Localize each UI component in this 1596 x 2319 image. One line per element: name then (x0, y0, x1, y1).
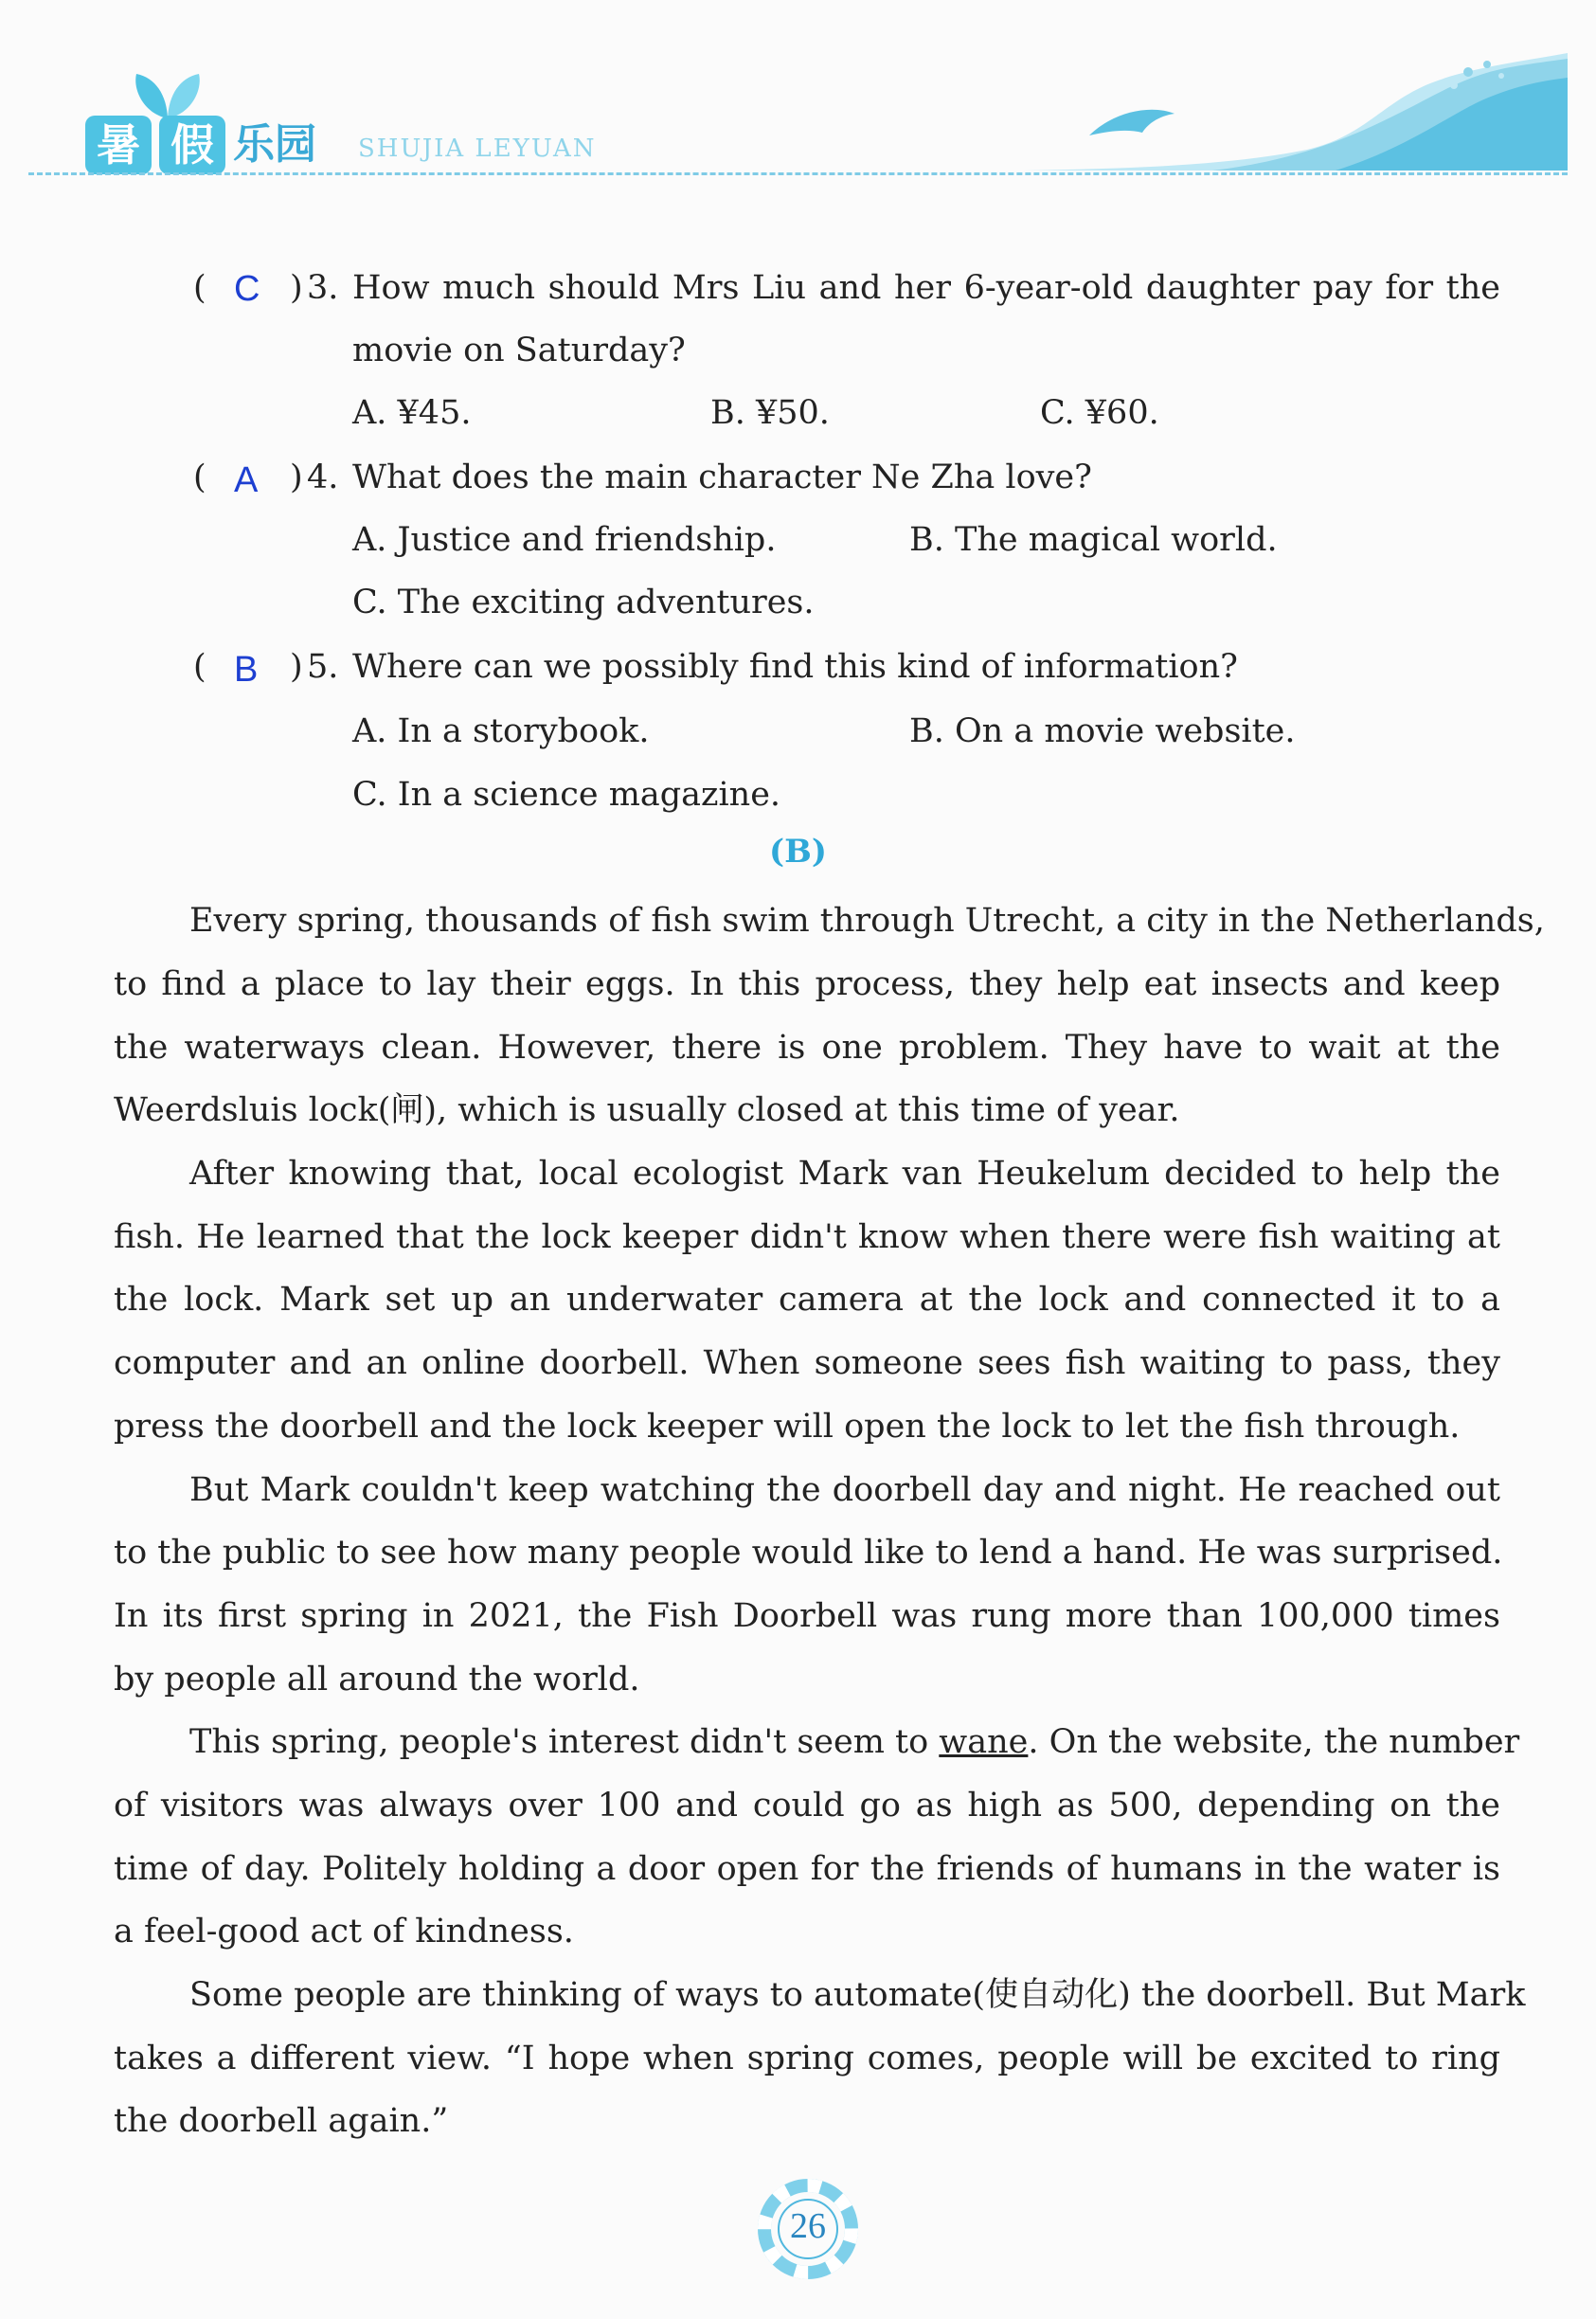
passage-line: the lock. Mark set up an underwater camera at the lock and connected it to a (114, 1281, 1500, 1319)
header-divider (28, 172, 1568, 175)
passage-line: Some people are thinking of ways to automate(使自动化) the doorbell. But Mark (189, 1976, 1526, 2014)
answer-4: A (234, 460, 259, 500)
passage-text: This spring, people's interest didn't seem to (189, 1723, 940, 1761)
question-5-option-a: A. In a storybook. (352, 712, 650, 750)
page-number-badge (756, 2177, 860, 2281)
question-number-4: 4. (307, 458, 339, 496)
question-4-option-c: C. The exciting adventures. (352, 584, 815, 621)
passage-line: But Mark couldn't keep watching the doorbell day and night. He reached out (189, 1471, 1500, 1509)
passage-text: . On the website, the number (1028, 1723, 1520, 1761)
answer-paren-right: ) (290, 269, 303, 307)
answer-3: C (234, 269, 260, 309)
passage-line: of visitors was always over 100 and could go as high as 500, depending on the (114, 1787, 1500, 1825)
answer-paren-left: ( (193, 269, 206, 307)
passage-line: computer and an online doorbell. When someone sees fish waiting to pass, they (114, 1344, 1500, 1382)
passage-line: fish. He learned that the lock keeper didn't know when there were fish waiting at (114, 1218, 1500, 1256)
logo-tail: 乐园 (233, 120, 316, 169)
passage-line: to the public to see how many people would like to lend a hand. He was surprised. (114, 1534, 1503, 1572)
passage-line: the waterways clean. However, there is one problem. They have to wait at the (114, 1029, 1500, 1067)
wave-dolphin-decoration-icon (1023, 45, 1572, 178)
answer-paren-right: ) (290, 458, 303, 496)
question-number-5: 5. (307, 648, 339, 686)
page-number: 26 (790, 2206, 826, 2246)
passage-line (189, 1719, 1519, 1765)
passage-line: press the doorbell and the lock keeper will open the lock to let the fish through. (114, 1408, 1461, 1446)
passage-line: by people all around the world. (114, 1661, 640, 1699)
answer-paren-left: ( (193, 458, 206, 496)
logo-char-1: 暑 (85, 116, 152, 174)
leaf-icon (125, 66, 210, 123)
question-5-stem: Where can we possibly find this kind of information? (352, 648, 1238, 686)
passage-line: Every spring, thousands of fish swim through Utrecht, a city in the Netherlands, (189, 902, 1545, 940)
page-header (0, 0, 1596, 189)
passage-line: In its first spring in 2021, the Fish Doorbell was rung more than 100,000 times (114, 1597, 1500, 1635)
question-5-option-b: B. On a movie website. (909, 712, 1296, 750)
section-title: (B) (769, 833, 827, 871)
question-3-option-b: B. ¥50. (710, 394, 830, 432)
passage-line: the doorbell again.” (114, 2102, 449, 2140)
passage-line: Weerdsluis lock(闸), which is usually closed at this time of year. (114, 1091, 1180, 1129)
question-4-stem: What does the main character Ne Zha love? (352, 458, 1092, 496)
passage-line: time of day. Politely holding a door open for the friends of humans in the water is (114, 1850, 1500, 1888)
question-4-option-b: B. The magical world. (909, 521, 1278, 559)
passage-line: takes a different view. “I hope when spring comes, people will be excited to ring (114, 2040, 1500, 2077)
question-number-3: 3. (307, 269, 339, 307)
answer-paren-left: ( (193, 648, 206, 686)
question-4-option-a: A. Justice and friendship. (352, 521, 777, 559)
answer-5: B (234, 650, 259, 690)
logo-pinyin: SHUJIA LEYUAN (358, 135, 597, 163)
logo-char-2: 假 (159, 116, 225, 174)
question-5-option-c: C. In a science magazine. (352, 776, 781, 814)
question-3-option-c: C. ¥60. (1040, 394, 1159, 432)
passage-line: to find a place to lay their eggs. In this process, they help eat insects and keep (114, 965, 1500, 1003)
passage-line: After knowing that, local ecologist Mark van Heukelum decided to help the (189, 1155, 1500, 1193)
passage-line: a feel-good act of kindness. (114, 1913, 574, 1950)
answer-paren-right: ) (290, 648, 303, 686)
question-3-stem-line2: movie on Saturday? (352, 332, 686, 369)
question-3-option-a: A. ¥45. (352, 394, 472, 432)
underlined-word-wane: wane (939, 1723, 1029, 1761)
question-3-stem-line1: How much should Mrs Liu and her 6-year-old daughter pay for the (352, 269, 1500, 307)
